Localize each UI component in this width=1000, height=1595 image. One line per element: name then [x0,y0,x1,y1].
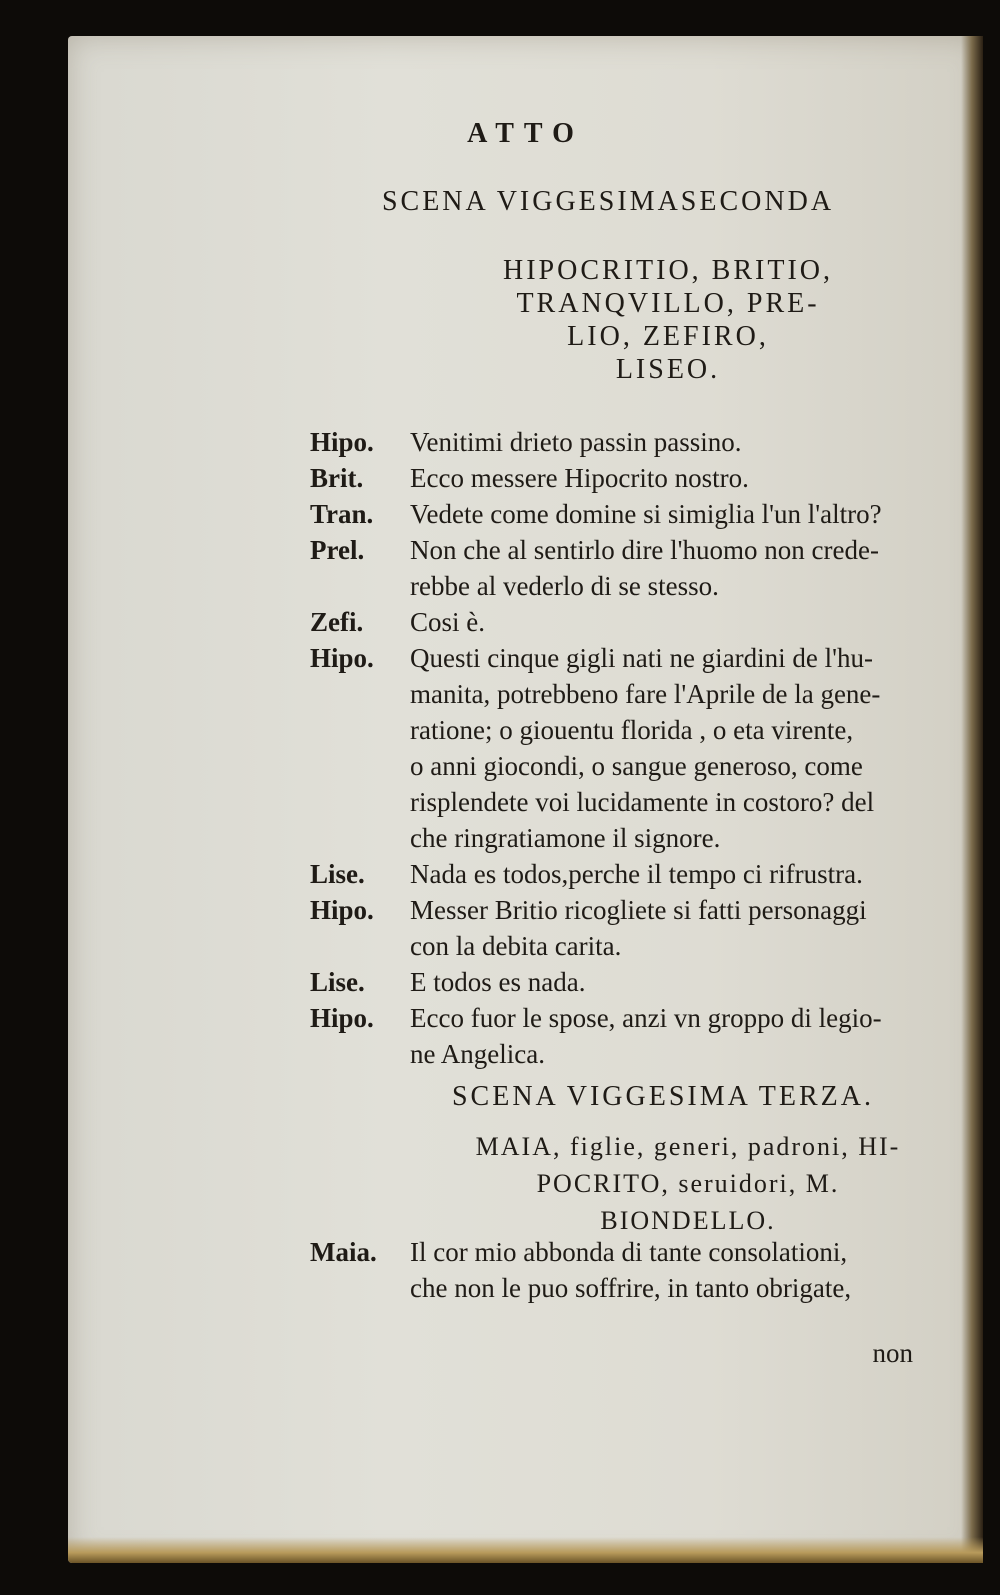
speaker-label: Brit. [310,463,364,493]
speaker-label: Hipo. [310,895,374,925]
speech-text [410,964,980,1000]
speech-text [410,460,980,496]
speech-text [410,532,980,604]
speech-line: manita, potrebbeno fare l'Aprile de la gene- [410,679,881,709]
speech-line: Il cor mio abbonda di tante consolationi, [410,1237,848,1267]
speaker-label: Lise. [310,967,365,997]
running-head: ATTO [467,118,584,149]
scene-title-23: SCENA VIGGESIMA TERZA. [451,1081,874,1112]
speech-entry [310,424,980,460]
speech-entry [310,1000,980,1072]
speaker-label: Hipo. [310,643,374,673]
book-page [68,36,983,1563]
speech-entry [310,496,980,532]
speech-line: Venitimi drieto passin passino. [410,427,742,457]
speech-entry [310,1234,980,1306]
speech-entry [310,856,980,892]
speech-line: Ecco messere Hipocrito nostro. [410,463,749,493]
speech-text [410,892,980,964]
dialogue-scene-23 [310,1234,980,1306]
speech-text [410,856,980,892]
speech-line: risplendete voi lucidamente in costoro? del [410,787,875,817]
dialogue-scene-22 [310,424,980,1072]
speech-line: Ecco fuor le spose, anzi vn groppo di legio- [410,1003,882,1033]
speech-entry [310,964,980,1000]
cast-line: LIO, ZEFIRO, [567,321,769,352]
speech-line: Questi cinque gigli nati ne giardini de l'hu- [410,643,874,673]
speech-line: o anni giocondi, o sangue generoso, come [410,751,863,781]
speech-line: ne Angelica. [410,1039,545,1069]
speech-line: rebbe al vederlo di se stesso. [410,571,719,601]
speech-line: Vedete come domine si simiglia l'un l'altro? [410,499,882,529]
speech-text [410,640,980,856]
speech-text [410,496,980,532]
speaker-label: Lise. [310,859,365,889]
speech-text [410,604,980,640]
cast-line: LISEO. [615,354,721,385]
speech-line: che non le puo soffrire, in tanto obrigate, [410,1273,852,1303]
speaker-label: Prel. [310,535,365,565]
speech-line: che ringratiamone il signore. [410,823,721,853]
speaker-label: Tran. [310,499,374,529]
cast-line: POCRITO, seruidori, M. [536,1169,840,1198]
speech-text [410,424,980,460]
speaker-label: Zefi. [310,607,364,637]
speech-line: Cosi è. [410,607,486,637]
speech-entry [310,640,980,856]
cast-line: HIPOCRITIO, BRITIO, [503,255,833,286]
speech-text [410,1000,980,1072]
speech-text [410,1234,980,1306]
scene-cast-22 [408,254,928,386]
speech-entry [310,460,980,496]
cast-line: BIONDELLO. [600,1206,776,1235]
speech-line: Messer Britio ricogliete si fatti personaggi [410,895,867,925]
cast-line: MAIA, figlie, generi, padroni, HI- [475,1132,901,1161]
speaker-label: Maia. [310,1237,377,1267]
speech-entry [310,892,980,964]
cast-line: TRANQVILLO, PRE- [516,288,820,319]
speaker-label: Hipo. [310,427,374,457]
scene-cast-23 [408,1128,968,1239]
speaker-label: Hipo. [310,1003,374,1033]
scene-title-22: SCENA VIGGESIMASECONDA [381,186,835,217]
speech-entry [310,604,980,640]
speech-line: ratione; o giouentu florida , o eta virente, [410,715,854,745]
speech-line: con la debita carita. [410,931,622,961]
speech-line: Non che al sentirlo dire l'huomo non crede- [410,535,879,565]
speech-line: Nada es todos,perche il tempo ci rifrustra. [410,859,863,889]
catchword: non [872,1338,913,1368]
speech-entry [310,532,980,604]
page-edge-bottom [68,1537,983,1563]
speech-line: E todos es nada. [410,967,586,997]
